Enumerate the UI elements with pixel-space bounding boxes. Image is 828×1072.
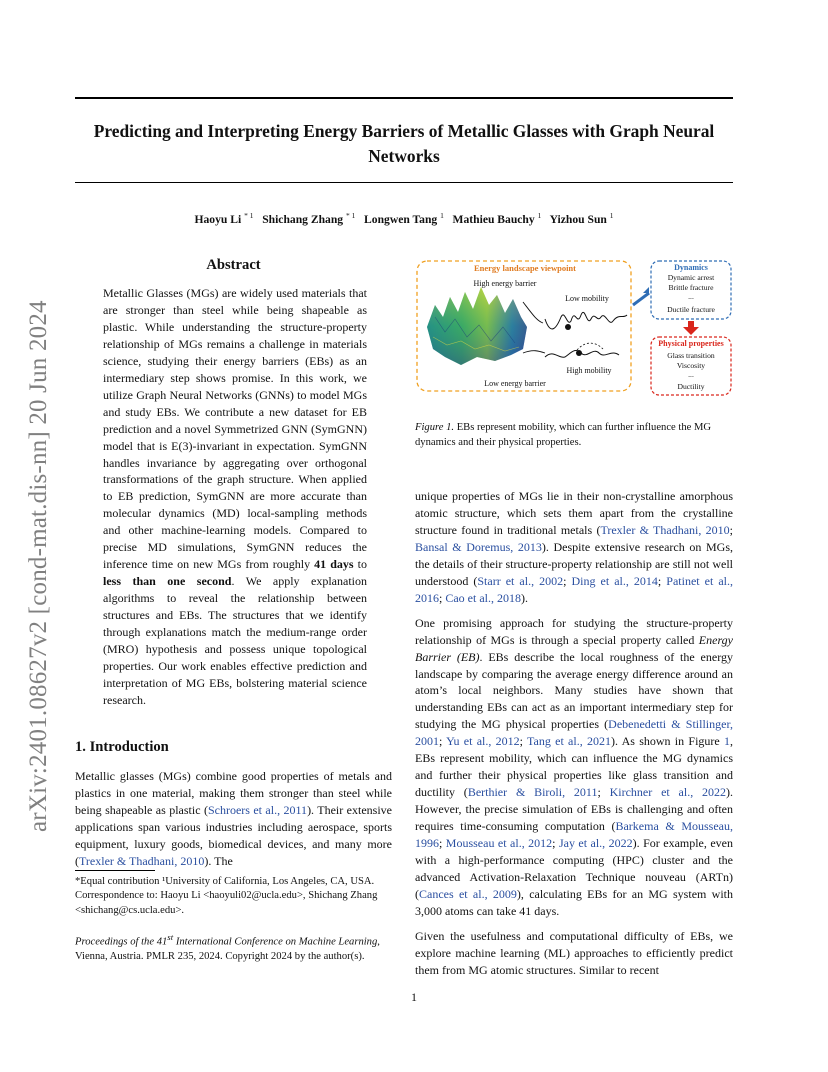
citation-link[interactable]: Trexler & Thadhani, 2010 — [600, 522, 730, 537]
smooth-well-curve — [545, 350, 619, 357]
dynamics-item: Brittle fracture — [668, 283, 714, 292]
citation-link[interactable]: Cances et al., 2009 — [419, 886, 517, 901]
author-affiliation: * 1 — [244, 211, 254, 220]
right-column-text — [415, 488, 733, 979]
arrow-to-dynamics — [633, 293, 649, 305]
low-barrier-label: Low energy barrier — [484, 379, 546, 388]
author-list — [75, 211, 733, 226]
author-name: Mathieu Bauchy — [452, 212, 535, 226]
paragraph: unique properties of MGs lie in their non-crystalline amorphous atomic structure, which sets them apart from the crystalline structure found in traditional metals (Trexler & Thadhani, 2010; Bansal & Doremus, 2013). Despite extensive research on MGs, the details of their structure-property relationship are still not well understood (Starr et al., 2002; Ding et al., 2014; Patinet et al., 2016; Cao et al., 2018). — [415, 489, 733, 605]
section-heading-introduction: 1. Introduction — [75, 739, 169, 755]
rough-well-curve — [545, 312, 627, 329]
author-name: Haoyu Li — [194, 212, 242, 226]
atom-ball — [576, 350, 582, 356]
citation-link[interactable]: Jay et al., 2022 — [558, 836, 633, 851]
citation-link[interactable]: Barkema & Mousseau, 1996 — [415, 819, 734, 851]
citation-link[interactable]: Ding et al., 2014 — [571, 573, 658, 588]
low-mobility-label: Low mobility — [565, 294, 609, 303]
citation-link[interactable]: Starr et al., 2002 — [477, 573, 564, 588]
citation-link[interactable]: Berthier & Biroli, 2011 — [467, 785, 598, 800]
page-number: 1 — [411, 990, 417, 1004]
physical-item: Viscosity — [676, 361, 706, 370]
citation-link[interactable]: Cao et al., 2018 — [445, 590, 521, 605]
paragraph: One promising approach for studying the structure-property relationship of MGs is through a special property called Energy Barrier (EB). EBs describe the local roughness of the energy landscape by comparing the average energy difference around an atom’s local neighbors. Many studies have shown that understanding EBs can act as an important intermediary step for studying the MG physical properties (Debenedetti & Stillinger, 2001; Yu et al., 2012; Tang et al., 2021). As shown in Figure 1, EBs represent mobility, which can influence the MG dynamics and further their physical properties like glass transition and ductility (Berthier & Biroli, 2011; Kirchner et al., 2022). However, the precise simulation of EBs is challenging and often requires time-consuming computation (Barkema & Mousseau, 1996; Mousseau et al., 2012; Jay et al., 2022). For example, even with a high-performance computing (HPC) cluster and the advanced Activation-Relaxation Technique nouveau (ARTn) (Cances et al., 2009), calculating EBs for an MG system with 3,000 atoms can take 41 days. — [415, 615, 734, 918]
author-affiliation: 1 — [440, 211, 444, 220]
physical-properties-title: Physical properties — [658, 339, 724, 348]
proceedings-note: Proceedings of the 41st International Conference on Machine Learning, Vienna, Austria. PMLR 235, 2024. Copyright 2024 by the author(s). — [75, 932, 380, 962]
figure-1 — [415, 257, 733, 397]
dynamics-item: Ductile fracture — [667, 305, 715, 314]
arrow-low-barrier — [523, 351, 545, 353]
arrow-high-barrier — [523, 302, 543, 323]
figure-1-diagram — [415, 257, 733, 397]
physical-item: ... — [688, 370, 694, 379]
emphasis-less-than-one-second: less than one second — [103, 574, 232, 589]
arxiv-identifier: arXiv:2401.08627v2 [cond-mat.dis-nn] 20 Jun 2024 — [25, 300, 52, 832]
title-bottom-rule — [75, 182, 733, 183]
high-mobility-label: High mobility — [566, 366, 612, 375]
citation-link[interactable]: Schroers et al., 2011 — [207, 802, 308, 817]
emphasis-41-days: 41 days — [314, 557, 354, 572]
footnote: *Equal contribution ¹University of California, Los Angeles, CA, USA. Correspondence to: Haoyu Li <haoyuli02@ucla.edu>, Shichang Zhang <shichang@cs.ucla.edu>. — [75, 876, 378, 916]
high-barrier-label: High energy barrier — [473, 279, 537, 288]
citation-link[interactable]: Mousseau et al., 2012 — [445, 836, 553, 851]
citation-link[interactable]: Bansal & Doremus, 2013 — [415, 539, 542, 554]
intro-paragraph: Metallic glasses (MGs) combine good properties of metals and plastics in one material, making them stronger than steel while being shapeable as plastic (Schroers et al., 2011). Their extensive applications span various industries including aerospace, sports equipment, luxury goods, biomedical devices, and many more (Trexler & Thadhani, 2010). The — [75, 769, 392, 868]
term-energy-barrier: Energy Barrier (EB) — [415, 632, 733, 664]
figure-1-caption: Figure 1. EBs represent mobility, which can further influence the MG dynamics and their physical properties. — [415, 422, 712, 448]
arrow-to-physical — [688, 321, 694, 327]
dynamics-item: ... — [688, 292, 694, 301]
physical-item: Ductility — [677, 382, 705, 391]
author-name: Shichang Zhang — [262, 212, 344, 226]
author-name: Longwen Tang — [364, 212, 438, 226]
author-name: Yizhou Sun — [549, 212, 607, 226]
top-rule — [75, 97, 733, 99]
energy-landscape-title: Energy landscape viewpoint — [473, 263, 577, 273]
dynamics-title: Dynamics — [674, 263, 708, 272]
hop-path — [577, 343, 603, 350]
atom-ball — [565, 324, 571, 330]
citation-link[interactable]: Kirchner et al., 2022 — [609, 785, 726, 800]
footnote-rule — [75, 870, 155, 871]
physical-item: Glass transition — [667, 351, 715, 360]
abstract-heading: Abstract — [206, 257, 261, 273]
paper-title: Predicting and Interpreting Energy Barriers of Metallic Glasses with Graph Neural Networks — [93, 121, 715, 166]
abstract-body: Metallic Glasses (MGs) are widely used materials that are stronger than steel while being shapeable as plastic. While understanding the structure-property relationship of MGs remains a challenge in materials science, studying their energy barriers (EBs) as an intermediary step shows promise. In this work, we utilize Graph Neural Networks (GNNs) to model MGs and study EBs. We contribute a new dataset for EB prediction and a novel Symmetrized GNN (SymGNN) model that is E(3)-invariant in expectation. SymGNN handles invariance by aggregating over orthogonal transformations of the graph structure. When applied to EB prediction, SymGNN are more accurate than molecular dynamics (MD) local-sampling methods and other machine-learning models. Compared to precise MD simulations, SymGNN reduces the inference time on new MGs from roughly 41 days to less than one second. We apply explanation algorithms to reveal the relationship between structures and EBs. The structures that we identify through explanations match the medium-range order (MRO) hypothesis and possess unique topological properties. Our work enables effective prediction and interpretation of MG EBs, bolstering material science research. — [103, 286, 367, 707]
paragraph: Given the usefulness and computational difficulty of EBs, we explore machine learning (ML) approaches to efficiently predict them from MG atomic structures. Similar to recent — [415, 928, 733, 977]
citation-link[interactable]: Trexler & Thadhani, 2010 — [79, 853, 205, 868]
citation-link[interactable]: Patinet et al., 2016 — [415, 573, 733, 605]
caption-label: Figure 1. — [415, 422, 455, 433]
citation-link[interactable]: Yu et al., 2012 — [446, 734, 520, 749]
author-affiliation: 1 — [609, 211, 614, 220]
citation-link[interactable]: Debenedetti & Stillinger, 2001 — [415, 717, 733, 749]
citation-link[interactable]: Tang et al., 2021 — [527, 734, 611, 749]
dynamics-item: Dynamic arrest — [667, 273, 715, 282]
author-affiliation: 1 — [537, 211, 542, 220]
author-affiliation: * 1 — [345, 211, 356, 220]
figure-reference-link[interactable]: 1 — [724, 734, 731, 749]
